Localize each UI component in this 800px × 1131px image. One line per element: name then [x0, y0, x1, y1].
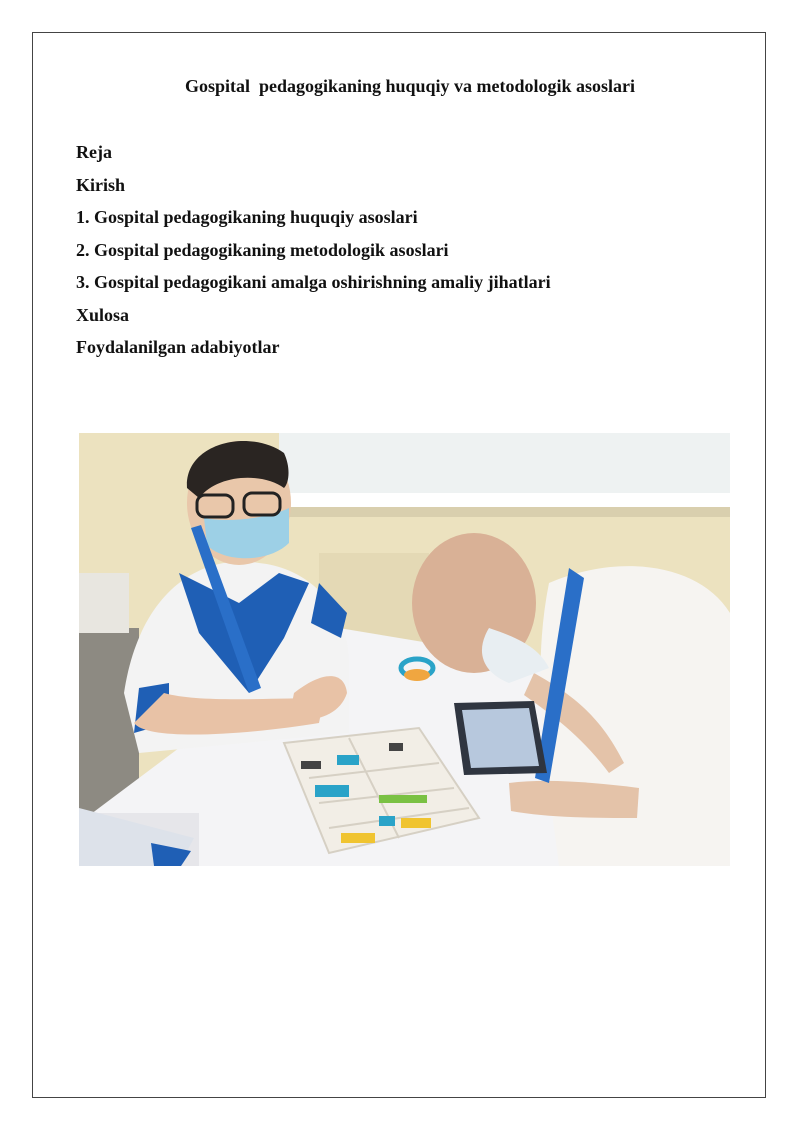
document-photo [79, 433, 730, 866]
toc-item-1: 1. Gospital pedagogikaning huquqiy asoslari [76, 207, 418, 227]
toc-item-xulosa: Xulosa [76, 304, 130, 325]
toc-item-2: 2. Gospital pedagogikaning metodologik asoslari [76, 239, 449, 260]
document-title: Gospital pedagogikaning huquqiy va metodologik asoslari [184, 76, 636, 96]
toc-heading-reja: Reja [76, 142, 112, 162]
table-of-contents [76, 140, 551, 368]
toc-item-3: 3. Gospital pedagogikani amalga oshirishning amaliy jihatlari [76, 272, 551, 292]
toc-item-kirish: Kirish [76, 174, 126, 195]
toc-item-adabiyotlar: Foydalanilgan adabiyotlar [76, 337, 280, 357]
